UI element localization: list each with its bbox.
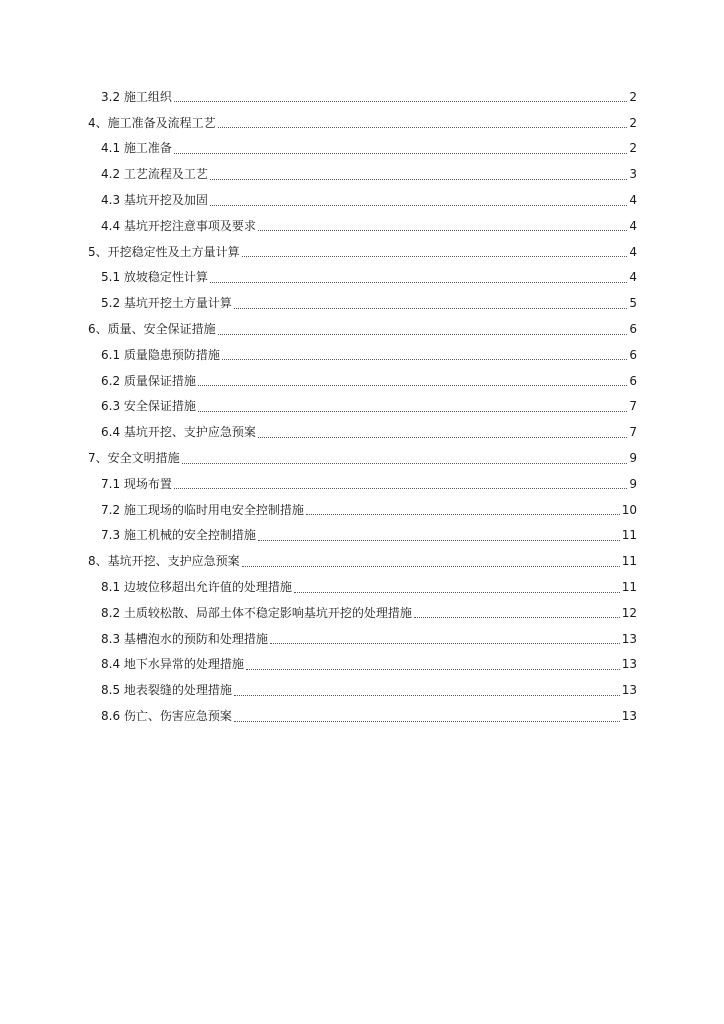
toc-entry[interactable] — [0, 110, 724, 136]
toc-entry-title: 8.4 地下水异常的处理措施 — [101, 657, 244, 672]
toc-entry-page: 6 — [629, 373, 637, 388]
toc-dot-leader — [218, 333, 628, 335]
toc-entry[interactable] — [0, 703, 724, 729]
toc-entry-title: 4.4 基坑开挖注意事项及要求 — [101, 218, 256, 233]
toc-entry[interactable] — [0, 316, 724, 342]
toc-entry-page: 2 — [629, 141, 637, 156]
toc-entry-page: 2 — [629, 115, 637, 130]
toc-entry-page: 7 — [629, 399, 637, 414]
toc-entry-page: 4 — [629, 218, 637, 233]
toc-entry-title: 6.2 质量保证措施 — [101, 373, 196, 388]
toc-dot-leader — [270, 642, 620, 644]
toc-entry-title: 7、安全文明措施 — [88, 451, 180, 466]
toc-entry-title: 4.2 工艺流程及工艺 — [101, 167, 208, 182]
toc-entry-title: 7.2 施工现场的临时用电安全控制措施 — [101, 502, 304, 517]
toc-entry-title: 7.1 现场布置 — [101, 476, 172, 491]
toc-entry-title: 5.2 基坑开挖土方量计算 — [101, 296, 232, 311]
toc-entry[interactable] — [0, 652, 724, 678]
toc-entry-title: 8.1 边坡位移超出允许值的处理措施 — [101, 580, 292, 595]
toc-dot-leader — [210, 281, 627, 283]
toc-entry-page: 7 — [629, 425, 637, 440]
toc-entry[interactable] — [0, 239, 724, 265]
toc-dot-leader — [234, 307, 627, 309]
toc-entry-title: 8.2 土质较松散、局部土体不稳定影响基坑开挖的处理措施 — [101, 605, 412, 620]
toc-entry-page: 13 — [621, 631, 637, 646]
toc-dot-leader — [218, 126, 628, 128]
toc-dot-leader — [246, 668, 620, 670]
toc-entry-page: 4 — [629, 193, 637, 208]
toc-dot-leader — [258, 229, 627, 231]
toc-dot-leader — [242, 565, 620, 567]
toc-entry[interactable] — [0, 265, 724, 291]
toc-entry-title: 6、质量、安全保证措施 — [88, 322, 216, 337]
toc-entry-page: 3 — [629, 167, 637, 182]
toc-entry[interactable] — [0, 523, 724, 549]
toc-entry-page: 12 — [621, 605, 637, 620]
toc-dot-leader — [294, 591, 620, 593]
toc-entry[interactable] — [0, 574, 724, 600]
toc-entry[interactable] — [0, 342, 724, 368]
toc-dot-leader — [306, 513, 620, 515]
toc-entry-page: 9 — [629, 476, 637, 491]
toc-dot-leader — [198, 384, 627, 386]
toc-entry[interactable] — [0, 290, 724, 316]
toc-entry[interactable] — [0, 161, 724, 187]
toc-entry-page: 9 — [629, 451, 637, 466]
toc-entry-title: 6.3 安全保证措施 — [101, 399, 196, 414]
toc-entry-page: 13 — [621, 709, 637, 724]
toc-entry[interactable] — [0, 600, 724, 626]
toc-entry-page: 5 — [629, 296, 637, 311]
toc-dot-leader — [414, 616, 620, 618]
toc-entry-page: 13 — [621, 683, 637, 698]
toc-entry[interactable] — [0, 471, 724, 497]
toc-entry[interactable] — [0, 187, 724, 213]
toc-entry-title: 8.5 地表裂缝的处理措施 — [101, 683, 232, 698]
toc-entry-page: 2 — [629, 89, 637, 104]
toc-entry-title: 4.1 施工准备 — [101, 141, 172, 156]
toc-dot-leader — [174, 487, 627, 489]
toc-entry-title: 7.3 施工机械的安全控制措施 — [101, 528, 256, 543]
toc-entry[interactable] — [0, 84, 724, 110]
toc-dot-leader — [234, 694, 620, 696]
toc-entry[interactable] — [0, 213, 724, 239]
toc-dot-leader — [210, 178, 627, 180]
toc-dot-leader — [258, 539, 620, 541]
toc-entry-title: 6.1 质量隐患预防措施 — [101, 347, 220, 362]
toc-entry-page: 6 — [629, 322, 637, 337]
toc-entry-page: 13 — [621, 657, 637, 672]
toc-entry-title: 3.2 施工组织 — [101, 89, 172, 104]
toc-entry-title: 5、开挖稳定性及土方量计算 — [88, 244, 240, 259]
toc-dot-leader — [198, 410, 627, 412]
toc-dot-leader — [182, 462, 628, 464]
toc-entry-page: 11 — [621, 528, 637, 543]
table-of-contents — [0, 84, 724, 729]
toc-dot-leader — [234, 720, 620, 722]
toc-entry-title: 5.1 放坡稳定性计算 — [101, 270, 208, 285]
toc-dot-leader — [242, 255, 628, 257]
toc-entry-title: 8.3 基槽泡水的预防和处理措施 — [101, 631, 268, 646]
toc-dot-leader — [174, 152, 627, 154]
toc-entry-page: 4 — [629, 244, 637, 259]
toc-entry-title: 6.4 基坑开挖、支护应急预案 — [101, 425, 256, 440]
toc-dot-leader — [258, 436, 627, 438]
toc-entry[interactable] — [0, 445, 724, 471]
toc-entry-title: 8.6 伤亡、伤害应急预案 — [101, 709, 232, 724]
toc-dot-leader — [222, 358, 627, 360]
toc-entry[interactable] — [0, 136, 724, 162]
toc-entry-page: 11 — [621, 554, 637, 569]
toc-entry-page: 11 — [621, 580, 637, 595]
toc-entry-title: 4、施工准备及流程工艺 — [88, 115, 216, 130]
toc-entry-title: 8、基坑开挖、支护应急预案 — [88, 554, 240, 569]
toc-entry[interactable] — [0, 548, 724, 574]
toc-entry[interactable] — [0, 394, 724, 420]
toc-dot-leader — [210, 204, 627, 206]
toc-entry-page: 6 — [629, 347, 637, 362]
toc-dot-leader — [174, 100, 627, 102]
toc-entry[interactable] — [0, 677, 724, 703]
toc-entry[interactable] — [0, 368, 724, 394]
toc-entry[interactable] — [0, 497, 724, 523]
toc-entry-page: 4 — [629, 270, 637, 285]
toc-entry-title: 4.3 基坑开挖及加固 — [101, 193, 208, 208]
toc-entry[interactable] — [0, 419, 724, 445]
toc-entry-page: 10 — [621, 502, 637, 517]
toc-entry[interactable] — [0, 626, 724, 652]
